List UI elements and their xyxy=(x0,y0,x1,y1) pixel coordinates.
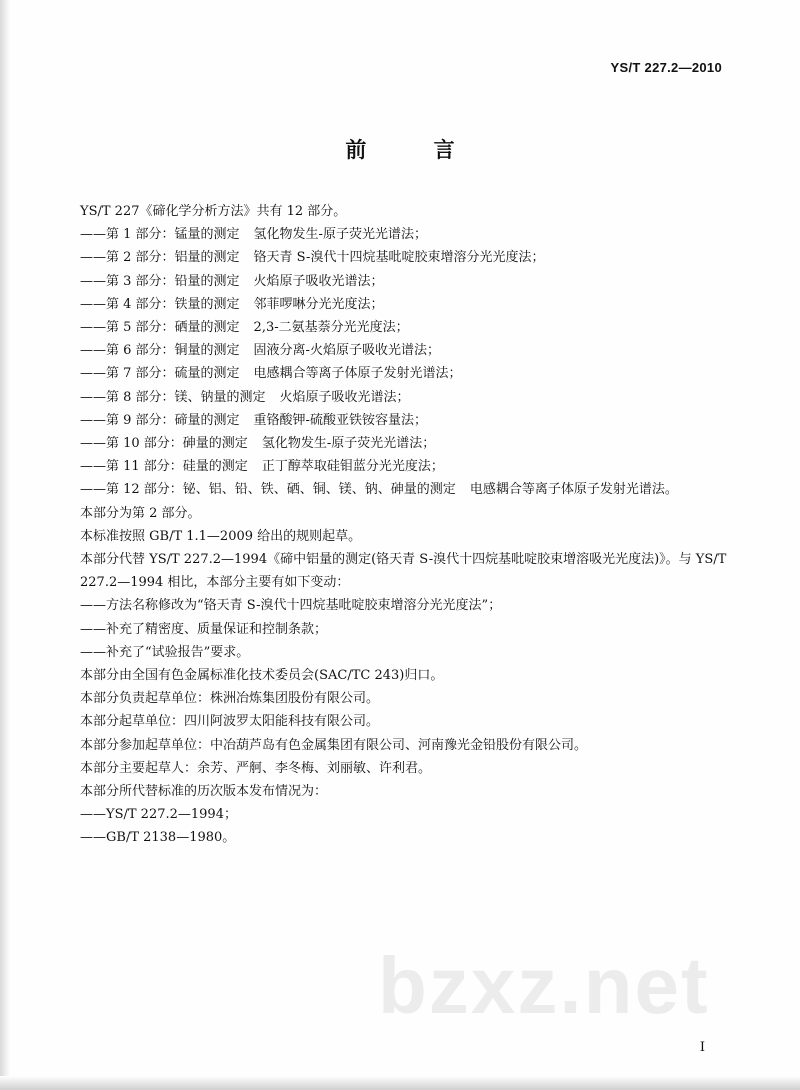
part-method: 火焰原子吸收光谱法； xyxy=(279,389,410,405)
part-method: 固液分离-火焰原子吸收光谱法； xyxy=(253,343,440,359)
part-method: 电感耦合等离子体原子发射光谱法； xyxy=(253,366,462,382)
list-item xyxy=(80,478,740,501)
part-label: ——第 3 部分：铅量的测定 xyxy=(80,273,240,289)
list-item xyxy=(80,270,740,293)
part-label: ——第 4 部分：铁量的测定 xyxy=(80,296,240,312)
info-paragraph: 本部分负责起草单位：株洲冶炼集团股份有限公司。 xyxy=(80,691,380,707)
part-label: ——第 5 部分：硒量的测定 xyxy=(80,320,240,336)
info-paragraph: 本部分主要起草人：余芳、严舸、李冬梅、刘丽敏、许利君。 xyxy=(80,760,432,776)
part-method: 重铬酸钾-硫酸亚铁铵容量法； xyxy=(253,412,427,428)
part-method: 铬天青 S-溴代十四烷基吡啶胶束增溶分光光度法； xyxy=(253,250,545,266)
part-label: ——第 7 部分：硫量的测定 xyxy=(80,366,240,382)
intro-paragraph: YS/T 227《碲化学分析方法》共有 12 部分。 xyxy=(80,204,347,219)
list-item xyxy=(80,362,740,385)
part-label: ——第 9 部分：碲量的测定 xyxy=(80,412,240,428)
change-item: ——补充了“试验报告”要求。 xyxy=(80,644,250,660)
list-item xyxy=(80,339,740,362)
watermark: bzxz.net xyxy=(378,941,710,1030)
page-bottom-edge xyxy=(0,1076,800,1090)
list-item xyxy=(80,386,740,409)
this-part-paragraph: 本部分为第 2 部分。 xyxy=(80,505,201,521)
part-label: ——第 8 部分：镁、钠量的测定 xyxy=(80,389,266,405)
page-title: 前 言 xyxy=(345,137,485,162)
foreword-body xyxy=(80,200,740,850)
standard-code: YS/T 227.2—2010 xyxy=(610,60,722,75)
list-item xyxy=(80,432,740,455)
change-item: ——方法名称修改为“铬天青 S-溴代十四烷基吡啶胶束增溶分光光度法”； xyxy=(80,598,502,614)
info-paragraph: 本部分起草单位：四川阿波罗太阳能科技有限公司。 xyxy=(80,714,380,730)
list-item xyxy=(80,293,740,316)
list-item xyxy=(80,409,740,432)
info-paragraph: 本部分参加起草单位：中冶葫芦岛有色金属集团有限公司、河南豫光金铅股份有限公司。 xyxy=(80,737,588,753)
list-item xyxy=(80,246,740,269)
replaces-paragraph: 本部分代替 YS/T 227.2—1994《碲中铝量的测定(铬天青 S-溴代十四烷基吡啶胶束增溶吸光光度法)》。与 YS/T 227.2—1994 相比，本部分主要有如下变动： xyxy=(80,552,727,591)
part-label: ——第 10 部分：砷量的测定 xyxy=(80,436,248,452)
part-method: 氢化物发生-原子荧光光谱法； xyxy=(253,227,427,243)
list-item xyxy=(80,316,740,339)
info-paragraph: 本部分所代替标准的历次版本发布情况为： xyxy=(80,784,328,800)
change-item: ——补充了精密度、质量保证和控制条款； xyxy=(80,621,328,637)
list-item xyxy=(80,223,740,246)
part-method: 邻菲啰啉分光光度法； xyxy=(253,296,384,312)
part-method: 正丁醇萃取硅钼蓝分光光度法； xyxy=(261,459,444,475)
part-label: ——第 2 部分：铝量的测定 xyxy=(80,250,240,266)
info-paragraph: 本部分由全国有色金属标准化技术委员会(SAC/TC 243)归口。 xyxy=(80,668,444,684)
part-method: 电感耦合等离子体原子发射光谱法。 xyxy=(469,482,678,498)
part-label: ——第 6 部分：铜量的测定 xyxy=(80,343,240,359)
history-item: ——GB/T 2138—1980。 xyxy=(80,830,236,846)
part-method: 火焰原子吸收光谱法； xyxy=(253,273,384,289)
history-item: ——YS/T 227.2—1994； xyxy=(80,807,237,823)
list-item xyxy=(80,455,740,478)
drafting-rules-paragraph: 本标准按照 GB/T 1.1—2009 给出的规则起草。 xyxy=(80,528,362,544)
part-method: 2,3-二氨基萘分光光度法； xyxy=(253,320,409,336)
part-label: ——第 1 部分：锰量的测定 xyxy=(80,227,240,243)
page-number: I xyxy=(699,1040,705,1055)
part-method: 氢化物发生-原子荧光光谱法； xyxy=(261,436,436,452)
part-label: ——第 11 部分：硅量的测定 xyxy=(80,459,248,475)
part-label: ——第 12 部分：铋、铝、铅、铁、硒、铜、镁、钠、砷量的测定 xyxy=(80,482,456,498)
